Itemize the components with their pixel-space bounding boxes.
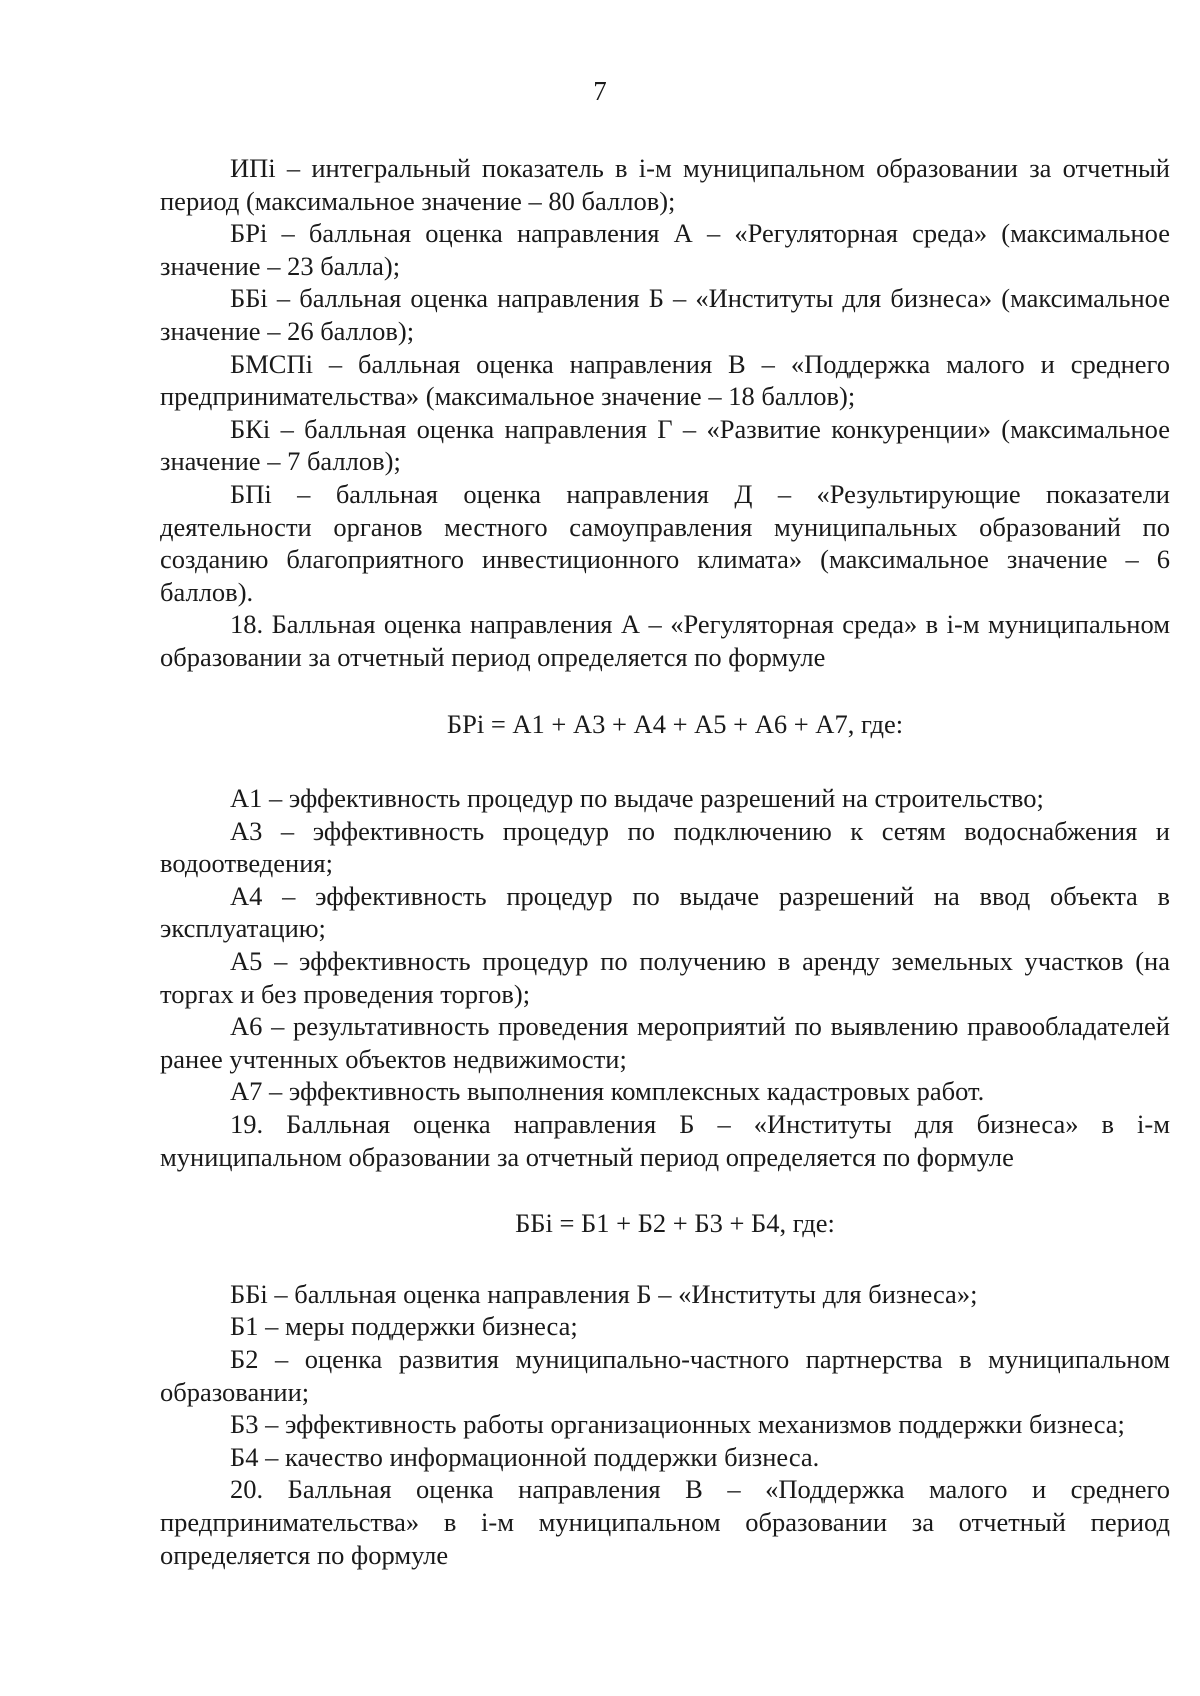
definition-paragraph: ББi – балльная оценка направления Б – «Институты для бизнеса»; — [230, 1278, 978, 1309]
item-20-paragraph: 20. Балльная оценка направления В – «Поддержка малого и среднего предпринимательства» в i-м муниципальном образовании за отчетный период определяется по формуле — [160, 1474, 1170, 1570]
definition-paragraph: А4 – эффективность процедур по выдаче разрешений на ввод объекта в эксплуатацию; — [160, 880, 1170, 944]
document-body — [160, 152, 1170, 1571]
page-number: 7 — [593, 76, 607, 106]
definition-paragraph: БКi – балльная оценка направления Г – «Развитие конкуренции» (максимальное значение – 7 баллов); — [160, 413, 1170, 477]
item-19-paragraph: 19. Балльная оценка направления Б – «Институты для бизнеса» в i-м муниципальном образовании за отчетный период определяется по формуле — [160, 1109, 1170, 1172]
definition-paragraph: А7 – эффективность выполнения комплексных кадастровых работ. — [230, 1076, 985, 1107]
definition-paragraph: ИПi – интегральный показатель в i-м муниципальном образовании за отчетный период (максимальное значение – 80 баллов); — [160, 153, 1170, 216]
formula-19: ББi = Б1 + Б2 + Б3 + Б4, где: — [515, 1208, 835, 1239]
definition-paragraph: Б3 – эффективность работы организационных механизмов поддержки бизнеса; — [230, 1409, 1125, 1440]
definition-paragraph: БПi – балльная оценка направления Д – «Результирующие показатели деятельности органов местного самоуправления муниципальных образований по созданию благоприятного инвестиционного климата» (максимальное значение – 6 баллов). — [160, 478, 1170, 607]
definition-paragraph: Б4 – качество информационной поддержки бизнеса. — [230, 1441, 820, 1472]
definition-paragraph: Б1 – меры поддержки бизнеса; — [230, 1311, 578, 1342]
item-18-paragraph: 18. Балльная оценка направления А – «Регуляторная среда» в i-м муниципальном образовании за отчетный период определяется по формуле — [160, 609, 1170, 672]
definition-paragraph: А5 – эффективность процедур по получению в аренду земельных участков (на торгах и без проведения торгов); — [160, 946, 1170, 1009]
definition-paragraph: Б2 – оценка развития муниципально-частного партнерства в муниципальном образовании; — [160, 1344, 1170, 1407]
definitions-block-2 — [160, 782, 1170, 1108]
definition-paragraph: ББi – балльная оценка направления Б – «Институты для бизнеса» (максимальное значение – 26 баллов); — [160, 283, 1170, 346]
definition-paragraph: БРi – балльная оценка направления А – «Регуляторная среда» (максимальное значение – 23 балла); — [160, 218, 1170, 281]
definitions-block-3 — [160, 1278, 1170, 1474]
definition-paragraph: А1 – эффективность процедур по выдаче разрешений на строительство; — [230, 783, 1044, 814]
definitions-block-1 — [160, 152, 1170, 608]
definition-paragraph: БМСПi – балльная оценка направления В – «Поддержка малого и среднего предпринимательства» (максимальное значение – 18 баллов); — [160, 348, 1170, 412]
definition-paragraph: А3 – эффективность процедур по подключению к сетям водоснабжения и водоотведения; — [160, 815, 1170, 879]
definition-paragraph: А6 – результативность проведения мероприятий по выявлению правообладателей ранее учтенных объектов недвижимости; — [160, 1011, 1170, 1074]
formula-18: БРi = А1 + А3 + А4 + А5 + А6 + А7, где: — [446, 708, 904, 739]
